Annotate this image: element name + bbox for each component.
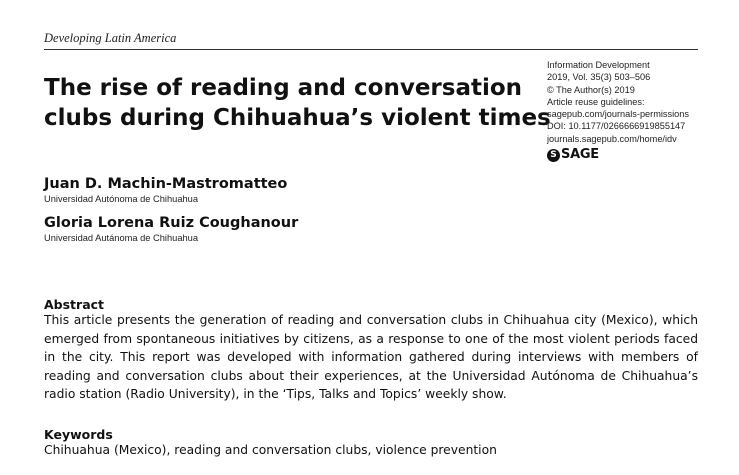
author-block [44, 175, 287, 205]
journal-name: Information Development [547, 60, 650, 70]
article-title-line-1: The rise of reading and conversation [44, 75, 523, 101]
header-divider [44, 49, 698, 50]
permissions-link[interactable]: sagepub.com/journals-permissions [547, 109, 689, 120]
sage-logo-icon [547, 147, 727, 163]
article-title [44, 73, 551, 133]
abstract-heading: Abstract [44, 297, 105, 312]
author-block [44, 214, 298, 244]
article-title-line-2: clubs during Chihuahua’s violent times [44, 105, 551, 131]
author-affiliation: Universidad Autónoma de Chihuahua [44, 194, 199, 204]
sage-logo-text: SAGE [561, 146, 599, 162]
journal-homepage-link[interactable]: journals.sagepub.com/home/idv [547, 133, 677, 144]
journal-volume: 2019, Vol. 35(3) 503–506 [547, 72, 651, 83]
abstract-text: This article presents the generation of reading and conversation clubs in Chihuahua city (Mexico), which emerged from spontaneous initiatives by citizens, as a response to one of the most violent periods faced in the city. This report was developed with information gathered during interviews with members of reading and conversation clubs about their experiences, at the Universidad Autónoma de Chihuahua’s radio station (Radio University), in the ‘Tips, Talks and Topics’ weekly show. [44, 313, 698, 401]
sage-mark-icon: S [547, 149, 560, 162]
keywords-heading: Keywords [44, 427, 113, 442]
author-name: Juan D. Machin-Mastromatteo [44, 176, 288, 192]
section-label: Developing Latin America [44, 31, 177, 45]
doi-link[interactable]: DOI: 10.1177/0266666919855147 [547, 121, 686, 132]
keywords-text: Chihuahua (Mexico), reading and conversation clubs, violence prevention [44, 443, 497, 457]
author-name: Gloria Lorena Ruiz Coughanour [44, 215, 299, 231]
author-affiliation: Universidad Autánoma de Chihuahua [44, 233, 199, 243]
copyright-notice: © The Author(s) 2019 [547, 84, 635, 95]
journal-info-block [547, 59, 727, 163]
reuse-guidelines-label: Article reuse guidelines: [547, 96, 645, 107]
